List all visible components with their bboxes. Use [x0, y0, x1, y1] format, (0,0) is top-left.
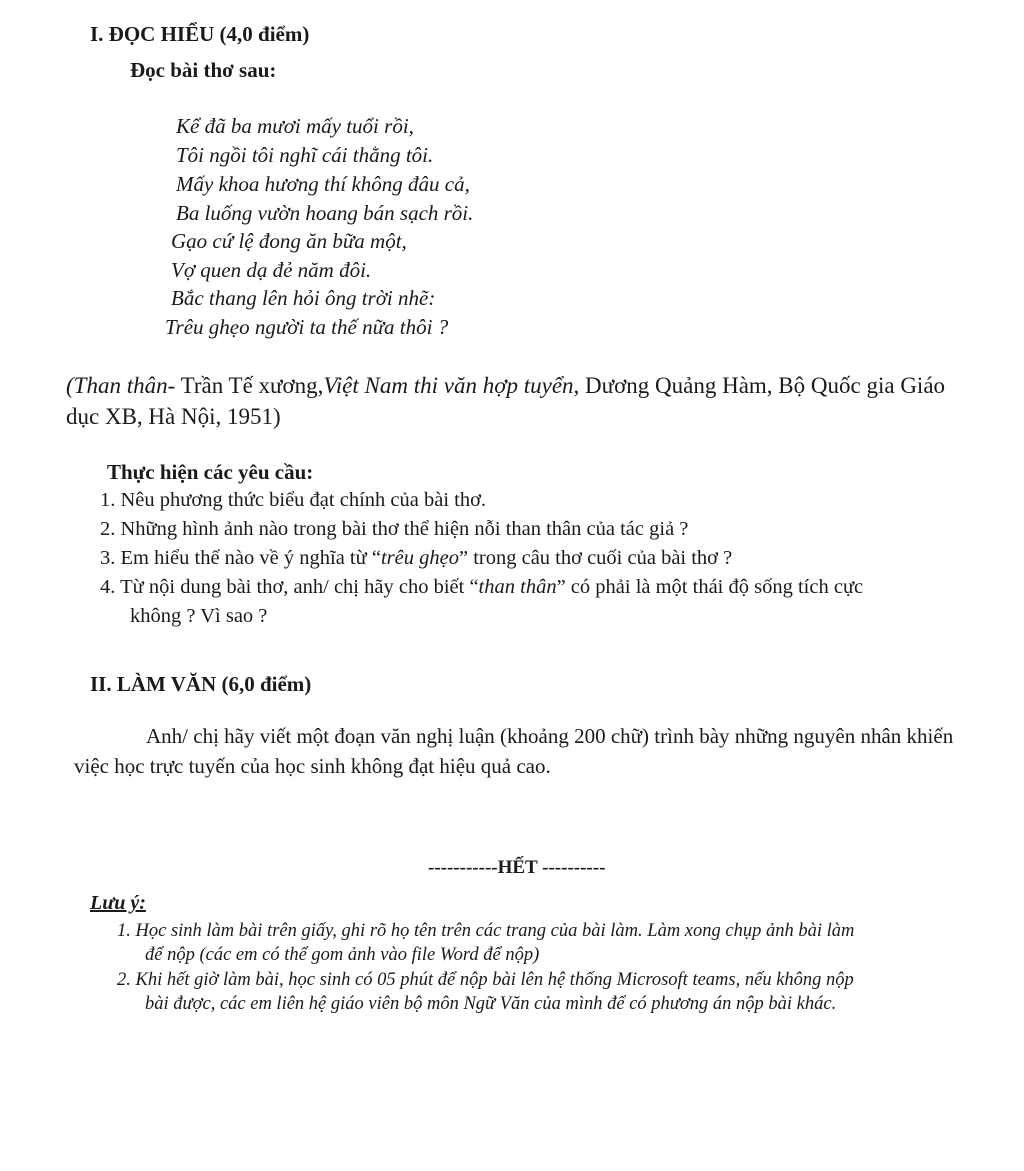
poem-line: Gạo cứ lệ đong ăn bữa một, [171, 229, 407, 253]
poem-line: Kể đã ba mươi mấy tuổi rồi, [176, 114, 414, 138]
task-item [100, 576, 863, 599]
poem-line: Mấy khoa hương thí không đâu cả, [176, 172, 470, 196]
poem-intro: Đọc bài thơ sau: [130, 58, 277, 82]
section2-title: II. LÀM VĂN (6,0 điểm) [90, 672, 312, 696]
task3-term: trêu ghẹo [380, 547, 459, 569]
poem-line: Trêu ghẹo người ta thế nữa thôi ? [165, 315, 449, 339]
tasks-heading: Thực hiện các yêu cầu: [107, 460, 314, 484]
citation-publisher: , Dương Quảng Hàm, Bộ Quốc gia Giáo dục XB, Hà Nội, 1951) [66, 373, 946, 429]
section2-prompt: Anh/ chị hãy viết một đoạn văn nghị luận (khoảng 200 chữ) trình bày những nguyên nhân khiến việc học trực tuyến của học sinh không đạt hiệu quả cao. [74, 724, 954, 778]
note-line: 2. Khi hết giờ làm bài, học sinh có 05 phút để nộp bài lên hệ thống Microsoft teams, nếu không nộp [117, 970, 854, 990]
note-line: để nộp (các em có thể gom ảnh vào file Word để nộp) [145, 945, 540, 965]
citation-author: - Trần Tế xương, [167, 373, 324, 398]
citation-title: Than thân [73, 373, 168, 398]
notes-label: Lưu ý: [90, 892, 146, 914]
task4-suffix: ” có phải là một thái độ sống tích cực [556, 576, 864, 598]
task4-prefix: 4. Từ nội dung bài thơ, anh/ chị hãy cho biết “ [100, 576, 479, 598]
end-marker: -----------HẾT ---------- [428, 857, 606, 878]
citation-open-paren: ( [66, 373, 74, 398]
poem-line: Ba luống vườn hoang bán sạch rồi. [176, 201, 474, 225]
task4-continuation: không ? Vì sao ? [130, 605, 268, 627]
note-line: bài được, các em liên hệ giáo viên bộ môn Ngữ Văn của mình để có phương án nộp bài khác. [145, 994, 837, 1014]
task3-suffix: ” trong câu thơ cuối của bài thơ ? [458, 547, 733, 569]
poem-citation [66, 370, 981, 432]
section1-title: I. ĐỌC HIỂU (4,0 điểm) [90, 22, 310, 46]
task-item: 2. Những hình ảnh nào trong bài thơ thể hiện nỗi than thân của tác giả ? [100, 518, 689, 540]
citation-anthology: Việt Nam thi văn hợp tuyển [323, 373, 574, 398]
poem-line: Tôi ngồi tôi nghĩ cái thằng tôi. [176, 143, 434, 167]
poem-line: Vợ quen dạ đẻ năm đôi. [171, 258, 372, 282]
poem-line: Bắc thang lên hỏi ông trời nhẽ: [171, 286, 436, 310]
task-item [100, 547, 732, 570]
task4-term: than thân [478, 576, 557, 598]
task-item: 1. Nêu phương thức biểu đạt chính của bài thơ. [100, 489, 487, 511]
note-line: 1. Học sinh làm bài trên giấy, ghi rõ họ tên trên các trang của bài làm. Làm xong chụp ảnh bài làm [117, 921, 855, 941]
task3-prefix: 3. Em hiểu thế nào về ý nghĩa từ “ [100, 547, 381, 569]
